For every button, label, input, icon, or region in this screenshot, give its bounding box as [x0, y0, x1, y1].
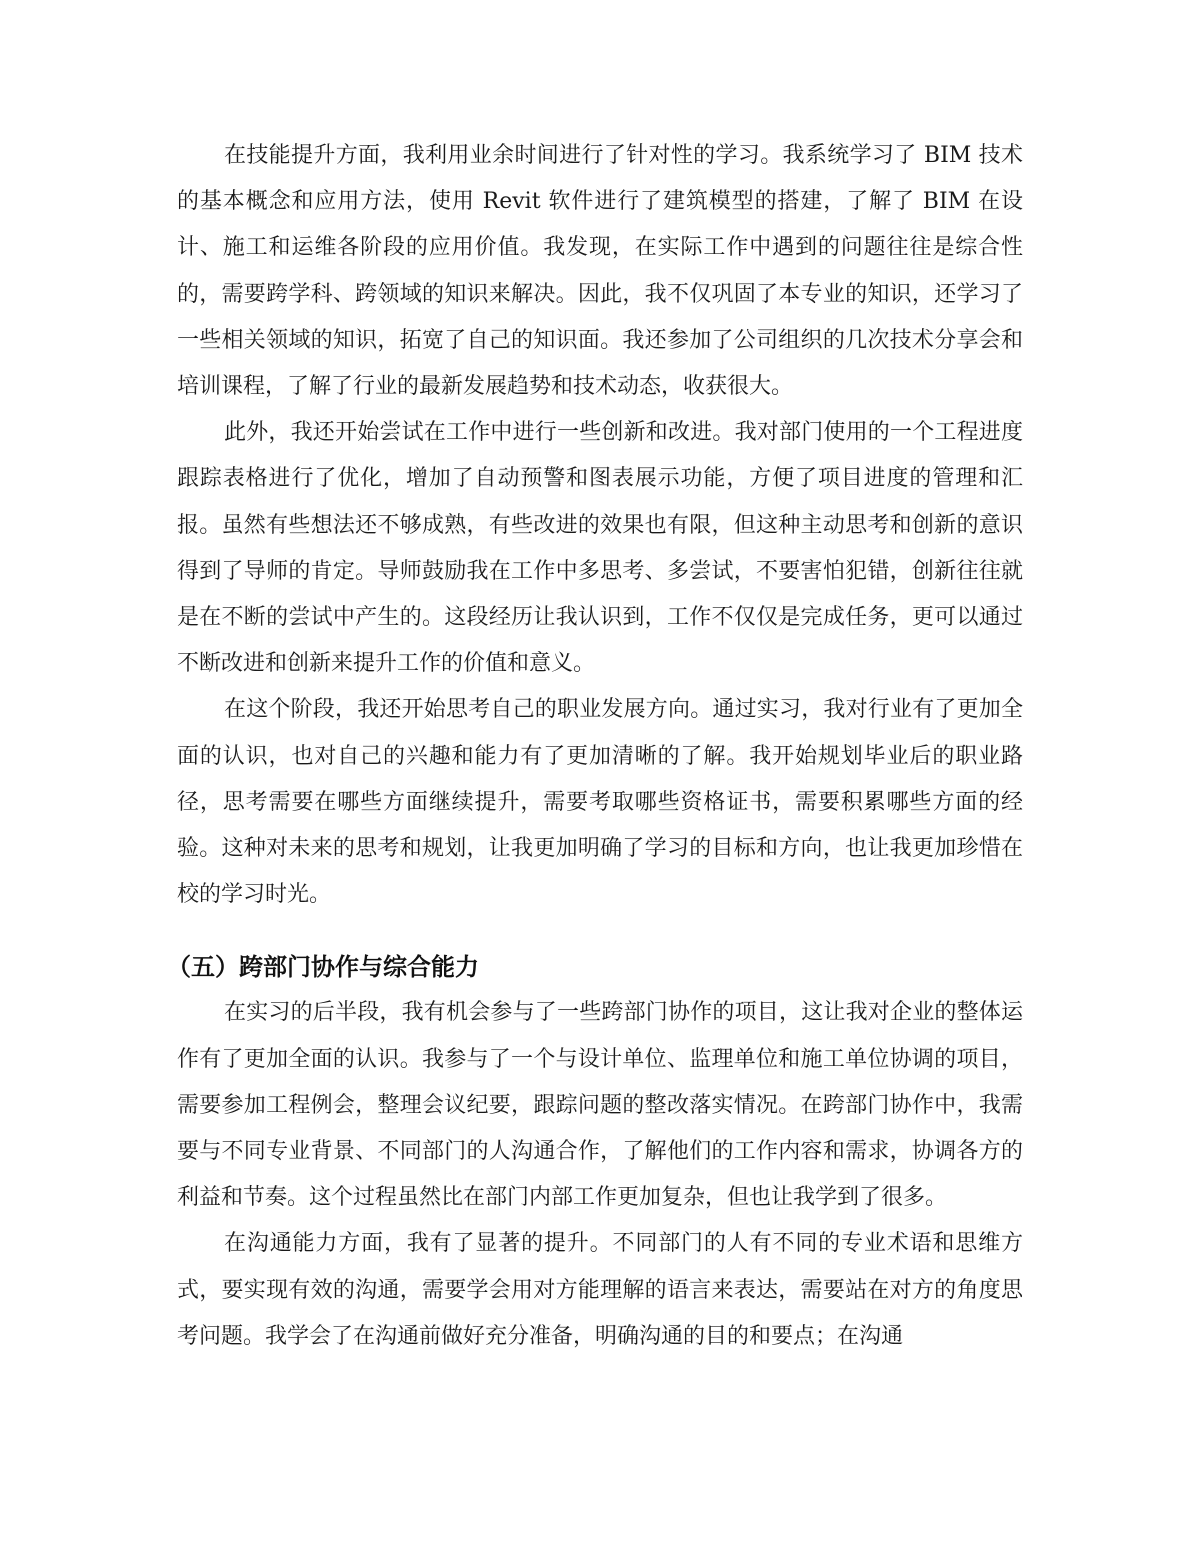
paragraph-cross-department: 在实习的后半段，我有机会参与了一些跨部门协作的项目，这让我对企业的整体运作有了更加全面的认识。我参与了一个与设计单位、监理单位和施工单位协调的项目，需要参加工程例会，整理会议纪要，跟踪问题的整改落实情况。在跨部门协作中，我需要与不同专业背景、不同部门的人沟通合作，了解他们的工作内容和需求，协调各方的利益和节奏。这个过程虽然比在部门内部工作更加复杂，但也让我学到了很多。: [177, 1000, 1023, 1211]
document-body: [167, 133, 1023, 1360]
section-heading: （五）跨部门协作与综合能力: [167, 953, 479, 982]
paragraph-career-planning: 在这个阶段，我还开始思考自己的职业发展方向。通过实习，我对行业有了更加全面的认识，也对自己的兴趣和能力有了更加清晰的了解。我开始规划毕业后的职业路径，思考需要在哪些方面继续提升，需要考取哪些资格证书，需要积累哪些方面的经验。这种对未来的思考和规划，让我更加明确了学习的目标和方向，也让我更加珍惜在校的学习时光。: [177, 697, 1023, 908]
paragraph-innovation: 此外，我还开始尝试在工作中进行一些创新和改进。我对部门使用的一个工程进度跟踪表格进行了优化，增加了自动预警和图表展示功能，方便了项目进度的管理和汇报。虽然有些想法还不够成熟，有些改进的效果也有限，但这种主动思考和创新的意识得到了导师的肯定。导师鼓励我在工作中多思考、多尝试，不要害怕犯错，创新往往就是在不断的尝试中产生的。这段经历让我认识到，工作不仅仅是完成任务，更可以通过不断改进和创新来提升工作的价值和意义。: [177, 420, 1023, 677]
paragraph-skill-improvement: 在技能提升方面，我利用业余时间进行了针对性的学习。我系统学习了 BIM 技术的基本概念和应用方法，使用 Revit 软件进行了建筑模型的搭建，了解了 BIM 在设计、施工和运维各阶段的应用价值。我发现，在实际工作中遇到的问题往往是综合性的，需要跨学科、跨领域的知识来解决。因此，我不仅巩固了本专业的知识，还学习了一些相关领域的知识，拓宽了自己的知识面。我还参加了公司组织的几次技术分享会和培训课程，了解了行业的最新发展趋势和技术动态，收获很大。: [177, 143, 1023, 400]
paragraph-communication: 在沟通能力方面，我有了显著的提升。不同部门的人有不同的专业术语和思维方式，要实现有效的沟通，需要学会用对方能理解的语言来表达，需要站在对方的角度思考问题。我学会了在沟通前做好充分准备，明确沟通的目的和要点；在沟通: [177, 1231, 1023, 1349]
